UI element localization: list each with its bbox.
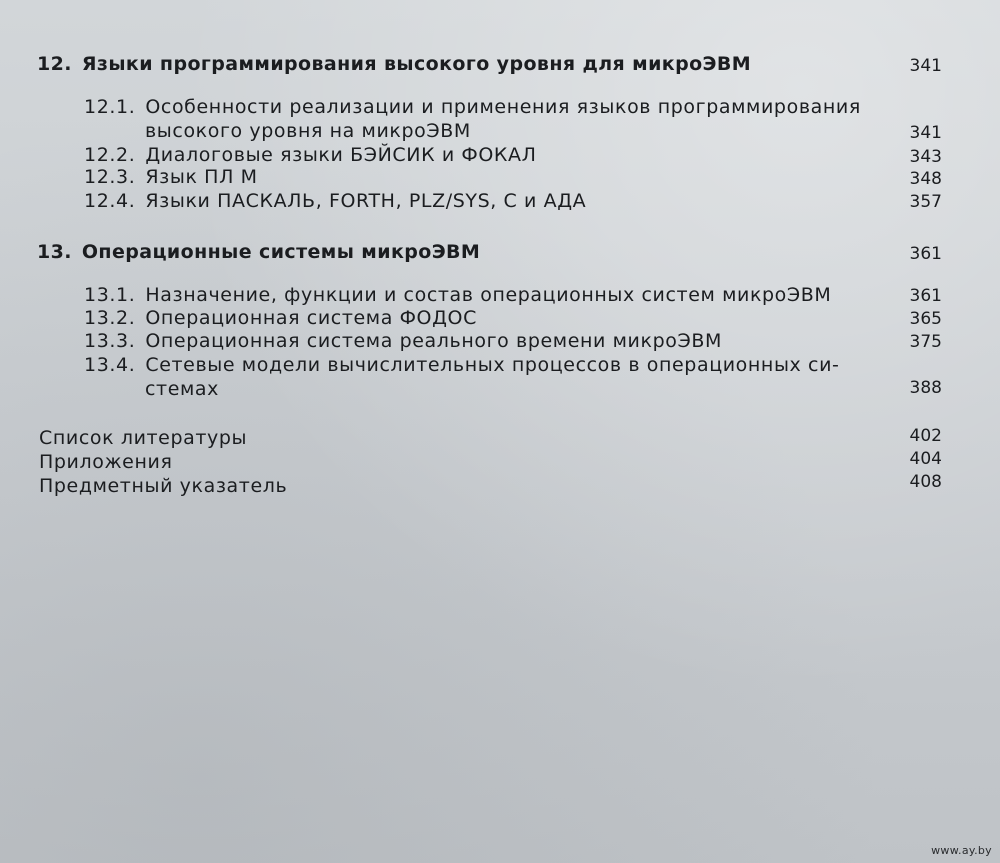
chapter-title: Операционные системы микроЭВМ [81, 241, 481, 263]
back-matter-appendices: Приложения [39, 451, 173, 473]
index-page: 408 [909, 472, 942, 492]
references-page: 402 [909, 426, 942, 446]
section-title: Операционная система реального времени микроЭВМ [145, 330, 722, 352]
section-12-4 [84, 189, 586, 213]
appendices-page: 404 [909, 449, 942, 469]
section-number: 12.3. [84, 166, 136, 188]
watermark: www.ay.by [931, 844, 992, 857]
section-number: 13.1. [84, 284, 136, 306]
chapter-title: Языки программирования высокого уровня для микроЭВМ [81, 53, 752, 75]
section-title: Язык ПЛ М [145, 166, 258, 188]
section-12-2-page: 343 [909, 147, 942, 167]
section-12-1-continuation: высокого уровня на микроЭВМ [145, 120, 471, 142]
section-13-4-continuation: стемах [145, 378, 220, 400]
chapter-12-page: 341 [909, 56, 942, 76]
section-13-1-page: 361 [909, 286, 942, 306]
section-number: 13.2. [84, 307, 136, 329]
chapter-13-page: 361 [909, 244, 942, 264]
section-title: Особенности реализации и применения языков программирования [145, 96, 861, 118]
back-matter-index: Предметный указатель [39, 475, 288, 497]
section-12-3 [84, 165, 258, 189]
section-number: 13.4. [84, 354, 136, 376]
section-13-2-page: 365 [909, 309, 942, 329]
section-title: Диалоговые языки БЭЙСИК и ФОКАЛ [145, 144, 537, 166]
section-title: Языки ПАСКАЛЬ, FORTH, PLZ/SYS, C и АДА [145, 190, 587, 212]
section-number: 13.3. [84, 330, 136, 352]
chapter-number: 13. [37, 241, 72, 263]
section-13-4 [84, 353, 839, 377]
section-12-3-page: 348 [909, 169, 942, 189]
section-12-2 [84, 143, 537, 167]
section-title: Операционная система ФОДОС [145, 307, 477, 329]
section-12-4-page: 357 [909, 192, 942, 212]
back-matter-references: Список литературы [39, 427, 248, 449]
section-13-4-page: 388 [909, 378, 942, 398]
chapter-12-heading [37, 52, 751, 76]
section-title: Назначение, функции и состав операционных систем микроЭВМ [145, 284, 832, 306]
section-number: 12.4. [84, 190, 136, 212]
section-number: 12.1. [84, 96, 136, 118]
section-13-3-page: 375 [909, 332, 942, 352]
section-number: 12.2. [84, 144, 136, 166]
chapter-number: 12. [37, 53, 72, 75]
section-13-1 [84, 283, 831, 307]
section-title: Сетевые модели вычислительных процессов в операционных си- [145, 354, 840, 376]
section-12-1 [84, 95, 861, 119]
chapter-13-heading [37, 240, 480, 264]
section-12-1-page: 341 [909, 123, 942, 143]
section-13-2 [84, 306, 477, 330]
section-13-3 [84, 329, 722, 353]
